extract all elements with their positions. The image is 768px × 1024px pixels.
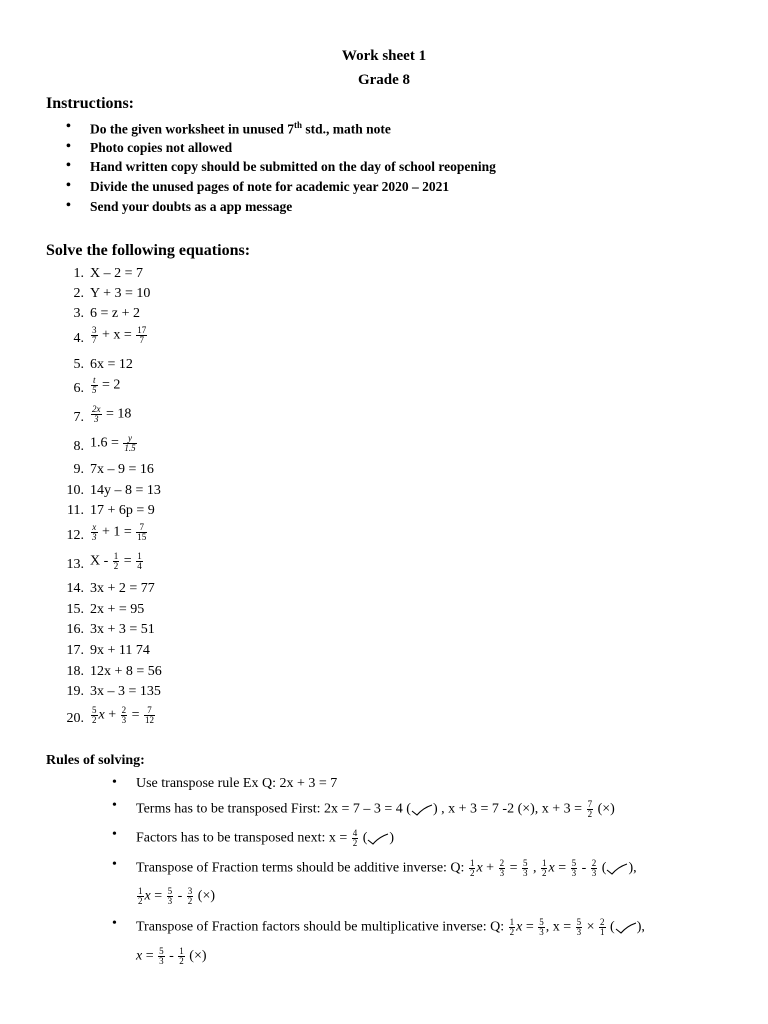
equation-number: 19. (66, 684, 84, 699)
equation: $\frac{2x}{3}$ = 18 (92, 404, 132, 424)
checkmark-icon (367, 833, 389, 845)
equation-row (0, 266, 768, 284)
equation-number: 8. (73, 439, 84, 454)
checkmark-icon (606, 863, 628, 875)
instruction-item: • Do the given worksheet in unused 7th std., math note (90, 121, 391, 136)
equation-number: 10. (66, 483, 84, 498)
equation: Y + 3 = 10 (90, 286, 151, 301)
checkmark-icon (615, 922, 637, 934)
equation: 12x + 8 = 56 (90, 664, 162, 679)
equation: 14y – 8 = 13 (90, 483, 161, 498)
equation: 3x + 2 = 77 (90, 581, 155, 596)
fraction: $\frac{3}{2}$ (187, 886, 193, 906)
rule-continuation: x = $\frac{5}{3}$ - $\frac{1}{2}$ (×) (136, 946, 207, 966)
equation: 17 + 6p = 9 (90, 503, 155, 518)
equation-row (0, 581, 768, 599)
equation: 2x + = 95 (90, 602, 145, 617)
equation: $\frac{3}{7}$ + x = $\frac{17}{7}$ (92, 325, 147, 345)
equation-row (0, 522, 768, 546)
fraction: $\frac{1}{2}$ (469, 858, 475, 878)
instruction-item: • Divide the unused pages of note for academic year 2020 – 2021 (90, 180, 449, 194)
equation: X – 2 = 7 (90, 266, 144, 281)
fraction: $\frac{17}{7}$ (137, 325, 147, 345)
fraction: $\frac{1}{2}$ (541, 858, 547, 878)
equation-number: 9. (73, 462, 84, 477)
rule-item: • Terms has to be transposed First: 2x = 7 – 3 = 4 ( ) , x + 3 = 7 -2 (×), x + 3 = $\frac{7}{2}$ (×) (136, 800, 615, 819)
equation-number: 18. (66, 664, 84, 679)
fraction: $\frac{7}{2}$ (587, 799, 593, 819)
equation-number: 5. (73, 357, 84, 372)
equation-number: 2. (73, 286, 84, 301)
equation-number: 6. (73, 381, 84, 396)
fraction: $\frac{5}{3}$ (539, 917, 544, 937)
equation: $\frac{t}{5}$ = 2 (92, 375, 121, 395)
equation-number: 13. (66, 557, 84, 572)
fraction: $\frac{5}{3}$ (167, 886, 173, 906)
fraction: $\frac{2}{3}$ (591, 858, 597, 878)
rule-item: • Factors has to be transposed next: x = $\frac{4}{2}$ ( ) (136, 829, 394, 848)
equation-row (0, 643, 768, 661)
checkmark-icon (411, 804, 433, 816)
equation-number: 14. (66, 581, 84, 596)
equation-row (0, 664, 768, 682)
fraction: $\frac{5}{3}$ (159, 946, 164, 966)
equation-row (0, 306, 768, 324)
equation-row (0, 433, 768, 457)
equation: X - $\frac{1}{2}$ = $\frac{1}{4}$ (90, 551, 142, 571)
equation-number: 17. (66, 643, 84, 658)
grade-title: Grade 8 (357, 72, 411, 88)
equation-row (0, 503, 768, 521)
fraction: $\frac{5}{2}$ (92, 705, 97, 725)
fraction: $\frac{5}{3}$ (522, 858, 528, 878)
equation-number: 11. (67, 503, 84, 518)
equation: 3x + 3 = 51 (90, 622, 155, 637)
equation-number: 4. (73, 331, 84, 346)
fraction: $\frac{1}{2}$ (138, 886, 143, 906)
instruction-item: • Hand written copy should be submitted on the day of school reopening (90, 160, 496, 174)
instructions-heading: Instructions: (46, 95, 135, 112)
fraction: $\frac{y}{1.5}$ (124, 433, 136, 453)
fraction: $\frac{7}{15}$ (137, 522, 147, 542)
equation: 3x – 3 = 135 (90, 684, 161, 699)
fraction: $\frac{2x}{3}$ (92, 404, 101, 424)
fraction: $\frac{1}{2}$ (113, 551, 119, 571)
equation-row (0, 483, 768, 501)
equation: $\frac{5}{2}$ x + $\frac{2}{3}$ = $\frac{7}{12}$ (92, 705, 155, 725)
instruction-item: • Photo copies not allowed (90, 141, 232, 155)
equation-row (0, 551, 768, 575)
equation: 6 = z + 2 (90, 306, 141, 321)
rule-item: • Use transpose rule Ex Q: 2x + 3 = 7 (136, 777, 337, 791)
equation-row (0, 684, 768, 702)
equation-number: 16. (66, 622, 84, 637)
equation-row (0, 622, 768, 640)
equation: 7x – 9 = 16 (90, 462, 154, 477)
equation-row (0, 286, 768, 304)
rules-heading: Rules of solving: (46, 753, 145, 768)
instruction-item: • Send your doubts as a app message (90, 200, 292, 214)
fraction: $\frac{1}{2}$ (179, 946, 184, 966)
fraction: $\frac{2}{3}$ (121, 705, 127, 725)
rule-item: • Transpose of Fraction terms should be additive inverse: Q: $\frac{1}{2}$ x + $\frac{2}{3}$ = $\frac{5}{3}$ , $\frac{1}{2}$ x = $\frac{5}{3}$ - $\frac{2}{3}$ ( ), (136, 859, 637, 878)
equation-row (0, 705, 768, 729)
equation: $\frac{x}{3}$ + 1 = $\frac{7}{15}$ (92, 522, 147, 542)
rule-continuation: $\frac{1}{2}$ x = $\frac{5}{3}$ - $\frac{3}{2}$ (×) (138, 886, 216, 906)
equation-row (0, 602, 768, 620)
fraction: $\frac{2}{3}$ (499, 858, 505, 878)
equation-number: 15. (66, 602, 84, 617)
equation-number: 7. (73, 410, 84, 425)
fraction: $\frac{1}{4}$ (137, 551, 142, 571)
equation-number: 20. (66, 711, 84, 726)
fraction: $\frac{t}{5}$ (92, 375, 97, 395)
fraction: $\frac{7}{12}$ (145, 705, 155, 725)
equation-number: 12. (66, 528, 84, 543)
fraction: $\frac{2}{1}$ (600, 917, 605, 937)
fraction: $\frac{5}{3}$ (576, 917, 582, 937)
equation-number: 1. (73, 266, 84, 281)
equation: 1.6 = $\frac{y}{1.5}$ (90, 433, 136, 453)
equation-row (0, 357, 768, 375)
equation-row (0, 375, 768, 399)
fraction: $\frac{3}{7}$ (92, 325, 97, 345)
worksheet-title: Work sheet 1 (341, 48, 427, 64)
equation-row (0, 404, 768, 428)
equation: 9x + 11 74 (90, 643, 150, 658)
equation-row (0, 462, 768, 480)
fraction: $\frac{x}{3}$ (92, 522, 97, 542)
fraction: $\frac{5}{3}$ (571, 858, 577, 878)
fraction: $\frac{4}{2}$ (352, 828, 358, 848)
equations-heading: Solve the following equations: (46, 242, 251, 259)
equation-number: 3. (73, 306, 84, 321)
rule-item: • Transpose of Fraction factors should be multiplicative inverse: Q: $\frac{1}{2}$ x = $\frac{5}{3}$ , x = $\frac{5}{3}$ × $\frac{2}{1}$ ( ), (136, 918, 645, 937)
equation-row (0, 325, 768, 349)
equation: 6x = 12 (90, 357, 133, 372)
fraction: $\frac{1}{2}$ (509, 917, 515, 937)
